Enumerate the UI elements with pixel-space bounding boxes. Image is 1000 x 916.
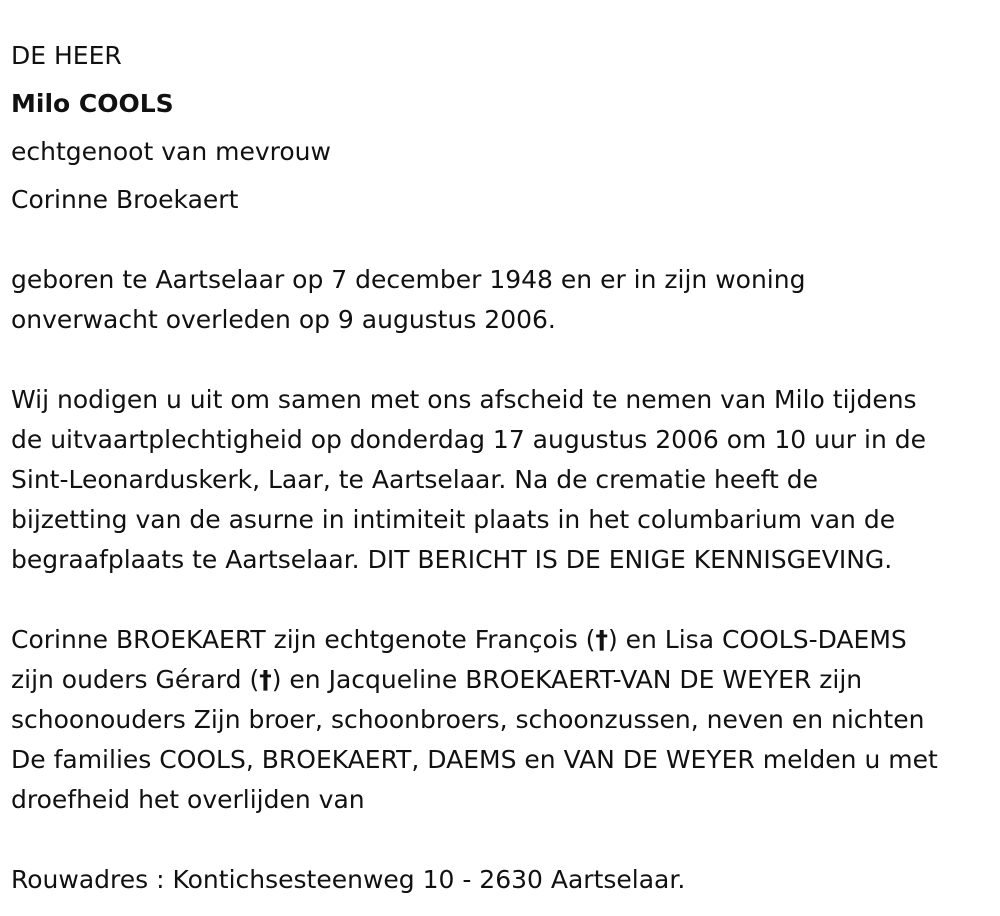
- spouse-name: Corinne Broekaert: [11, 185, 239, 214]
- family-line: De families COOLS, BROEKAERT, DAEMS en VAN DE WEYER melden u met: [11, 745, 938, 774]
- family-line: schoonouders Zijn broer, schoonbroers, schoonzussen, neven en nichten: [11, 705, 925, 734]
- family-line: [11, 625, 907, 655]
- family-text: zijn ouders Gérard (: [11, 665, 260, 694]
- family-text: Corinne BROEKAERT zijn echtgenote François (: [11, 625, 596, 654]
- invitation-line: Sint-Leonarduskerk, Laar, te Aartselaar. Na de crematie heeft de: [11, 465, 818, 494]
- birth-death-line: geboren te Aartselaar op 7 december 1948 en er in zijn woning: [11, 265, 806, 294]
- deceased-name: Milo COOLS: [11, 89, 174, 118]
- invitation-line: begraafplaats te Aartselaar. DIT BERICHT IS DE ENIGE KENNISGEVING.: [11, 545, 893, 574]
- family-text: ) en Lisa COOLS-DAEMS: [607, 625, 907, 654]
- cross-icon: †: [259, 665, 272, 694]
- family-text: ) en Jacqueline BROEKAERT-VAN DE WEYER zijn: [271, 665, 863, 694]
- family-line: droefheid het overlijden van: [11, 785, 365, 814]
- birth-death-line: onverwacht overleden op 9 augustus 2006.: [11, 305, 556, 334]
- relation-text: echtgenoot van mevrouw: [11, 137, 331, 166]
- invitation-line: de uitvaartplechtigheid op donderdag 17 augustus 2006 om 10 uur in de: [11, 425, 927, 454]
- invitation-line: Wij nodigen u uit om samen met ons afscheid te nemen van Milo tijdens: [11, 385, 917, 414]
- invitation-line: bijzetting van de asurne in intimiteit plaats in het columbarium van de: [11, 505, 896, 534]
- family-line: [11, 665, 862, 695]
- cross-icon: †: [595, 625, 608, 654]
- title-prefix: DE HEER: [11, 41, 122, 70]
- mourning-address: Rouwadres : Kontichsesteenweg 10 - 2630 Aartselaar.: [11, 865, 686, 894]
